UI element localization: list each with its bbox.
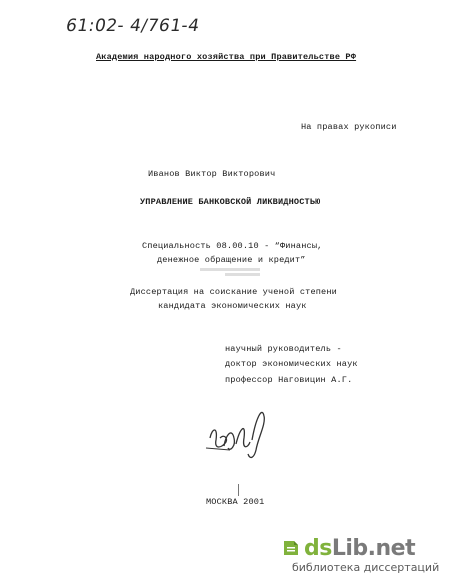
brand-ds: ds	[304, 535, 332, 561]
dslib-logo-icon	[282, 539, 300, 557]
brand-net: .net	[367, 535, 416, 561]
manuscript-rights: На правах рукописи	[301, 122, 397, 132]
signature	[200, 398, 280, 468]
specialty-line-2: денежное обращение и кредит”	[157, 255, 306, 265]
city-year: МОСКВА 2001	[206, 497, 265, 507]
supervisor-line-3: профессор Наговицин А.Г.	[225, 375, 353, 385]
degree-line-1: Диссертация на соискание ученой степени	[130, 287, 337, 297]
degree-line-2: кандидата экономических наук	[158, 301, 307, 311]
brand-tagline: библиотека диссертаций	[292, 561, 440, 574]
brand-lib: Lib	[331, 535, 368, 561]
supervisor-line-1: научный руководитель -	[225, 344, 342, 354]
pen-tick	[238, 484, 239, 496]
archive-number-handwritten: 61:02- 4/761-4	[64, 16, 202, 36]
faint-stamp-mark-2	[225, 273, 260, 276]
supervisor-line-2: доктор экономических наук	[225, 359, 358, 369]
faint-stamp-mark	[200, 268, 260, 271]
specialty-line-1: Специальность 08.00.10 - “Финансы,	[142, 241, 323, 251]
dissertation-title: УПРАВЛЕНИЕ БАНКОВСКОЙ ЛИКВИДНОСТЬЮ	[140, 197, 321, 207]
institution-header: Академия народного хозяйства при Правительстве РФ	[96, 52, 357, 62]
author-name: Иванов Виктор Викторович	[148, 169, 276, 179]
dslib-watermark[interactable]	[282, 535, 444, 575]
